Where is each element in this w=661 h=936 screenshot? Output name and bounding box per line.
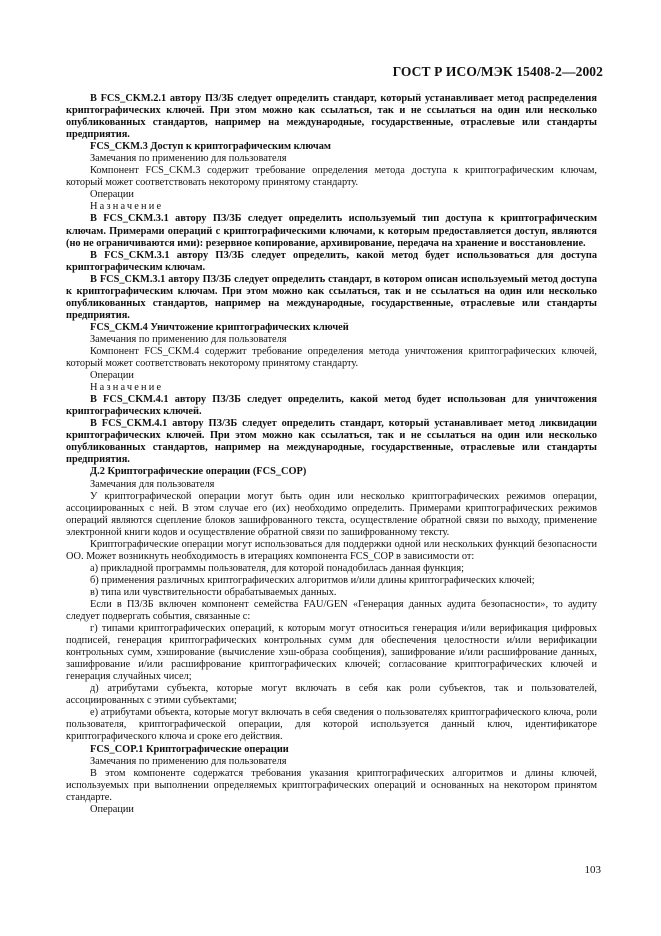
- heading-fcs-ckm4: FCS_CKM.4 Уничтожение криптографических ключей: [90, 321, 349, 333]
- page-number: 103: [584, 864, 601, 876]
- subheading-assignment: Назначение: [90, 382, 164, 394]
- paragraph-ckm3-standard: B FCS_CKM.3.1 автору ПЗ/ЗБ следует определить стандарт, в котором описан используемый метод доступа к криптографическим ключам. При этом можно как ссылаться, так и не ссылаться на один или несколько опубликованных стандартов, например на международные, государственные, отраслевые или стандарты предприятия.: [66, 273, 597, 321]
- paragraph-ckm4-standard: B FCS_CKM.4.1 автору ПЗ/ЗБ следует определить стандарт, который устанавливает метод ликвидации криптографических ключей. При этом можно как ссылаться, так и не ссылаться на один или несколько опубликованных стандартов, например на международные, государственные, отраслевые или стандарты предприятия.: [66, 418, 597, 466]
- subheading-notes: Замечания по применению для пользователя: [90, 755, 287, 767]
- paragraph-ckm4-method: B FCS_CKM.4.1 автору ПЗ/ЗБ следует определить, какой метод будет использован для уничтожения криптографических ключей.: [66, 394, 597, 418]
- paragraph-cop1-desc: В этом компоненте содержатся требования указания криптографических алгоритмов и длины ключей, используемых при выполнении определяемых криптографических операций и основанных на некотором принятом стандарте.: [66, 767, 597, 803]
- subheading-assignment: Назначение: [90, 201, 164, 213]
- paragraph-cop-modes: У криптографической операции могут быть один или несколько криптографических режимов операции, ассоциированных с ней. В этом случае его (их) необходимо определить. Примерами криптографических режимов операций являются сцепление блоков зашифрованного текста, осуществление обратной связи по выходу, применение электронной книги кодов и осуществление обратной связи по зашифрованному тексту.: [66, 490, 597, 538]
- subheading-operations: Операции: [90, 370, 134, 382]
- list-item-v: в) типа или чувствительности обрабатываемых данных.: [90, 586, 337, 598]
- paragraph-ckm4-desc: Компонент FCS_CKM.4 содержит требование определения метода уничтожения криптографических ключей, который может соответствовать некоторому принятому стандарту.: [66, 345, 597, 370]
- list-item-d: д) атрибутами субъекта, которые могут включать в себя как роли субъектов, так и пользователей, ассоциированных с этими субъектами;: [66, 683, 597, 707]
- paragraph-cop-iterations: Криптографические операции могут использоваться для поддержки одной или нескольких функций безопасности ОО. Может возникнуть необходимость в итерациях компонента FCS_COP в зависимости от:: [66, 538, 597, 562]
- paragraph-ckm3-type: B FCS_CKM.3.1 автору ПЗ/ЗБ следует определить используемый тип доступа к криптографическим ключам. Примерами операций с криптографическими ключами, к которым предоставляется доступ, являются (но не ограничиваются ими): резервное копирование, архивирование, передача на хранение и восстановление.: [66, 213, 597, 249]
- paragraph-ckm3-method: B FCS_CKM.3.1 автору ПЗ/ЗБ следует определить, какой метод будет использоваться для доступа криптографическим ключам.: [66, 249, 597, 273]
- page-header: ГОСТ Р ИСО/МЭК 15408-2—2002: [392, 64, 603, 79]
- subheading-user-notes: Замечания для пользователя: [90, 478, 215, 490]
- subheading-notes: Замечания по применению для пользователя: [90, 333, 287, 345]
- heading-d2-fcs-cop: Д.2 Криптографические операции (FCS_COP): [90, 466, 307, 478]
- paragraph-audit: Если в ПЗ/ЗБ включен компонент семейства FAU/GEN «Генерация данных аудита безопасности», то аудиту следует подвергать события, связанные с:: [66, 598, 597, 623]
- page-body: [66, 93, 597, 816]
- list-item-b: б) применения различных криптографических алгоритмов и/или длины криптографических ключей;: [90, 574, 535, 586]
- subheading-notes: Замечания по применению для пользователя: [90, 153, 287, 165]
- list-item-e: е) атрибутами объекта, которые могут включать в себя сведения о пользователях криптографического ключа, роли пользователя, криптографической операции, для которой используется данный ключ, идентификаторе криптографического ключа и сроке его действия.: [66, 707, 597, 743]
- paragraph-ckm2-standard: B FCS_CKM.2.1 автору ПЗ/ЗБ следует определить стандарт, который устанавливает метод распределения криптографических ключей. При этом можно как ссылаться, так и не ссылаться на один или несколько опубликованных стандартов, например на международные, государственные, отраслевые или стандарты предприятия.: [66, 93, 597, 141]
- list-item-g: г) типами криптографических операций, к которым могут относиться генерация и/или верификация цифровых подписей, генерация криптографических контрольных сумм для обеспечения целостности и/или верификации контрольных сумм, хэширование (вычисление хэш-образа сообщения), зашифрование и/или расшифрование данных, зашифрование и/или расшифрование криптографических ключей; согласование криптографических ключей и генерация случайных чисел;: [66, 623, 597, 683]
- subheading-operations: Операции: [90, 803, 134, 815]
- heading-fcs-ckm3: FCS_CKM.3 Доступ к криптографическим ключам: [90, 141, 331, 153]
- paragraph-ckm3-desc: Компонент FCS_CKM.3 содержит требование определения метода доступа к криптографическим ключам, который может соответствовать некоторому принятому стандарту.: [66, 165, 597, 189]
- subheading-operations: Операции: [90, 189, 134, 201]
- heading-fcs-cop1: FCS_COP.1 Криптографические операции: [90, 743, 289, 755]
- list-item-a: а) прикладной программы пользователя, для которой понадобилась данная функция;: [90, 562, 464, 574]
